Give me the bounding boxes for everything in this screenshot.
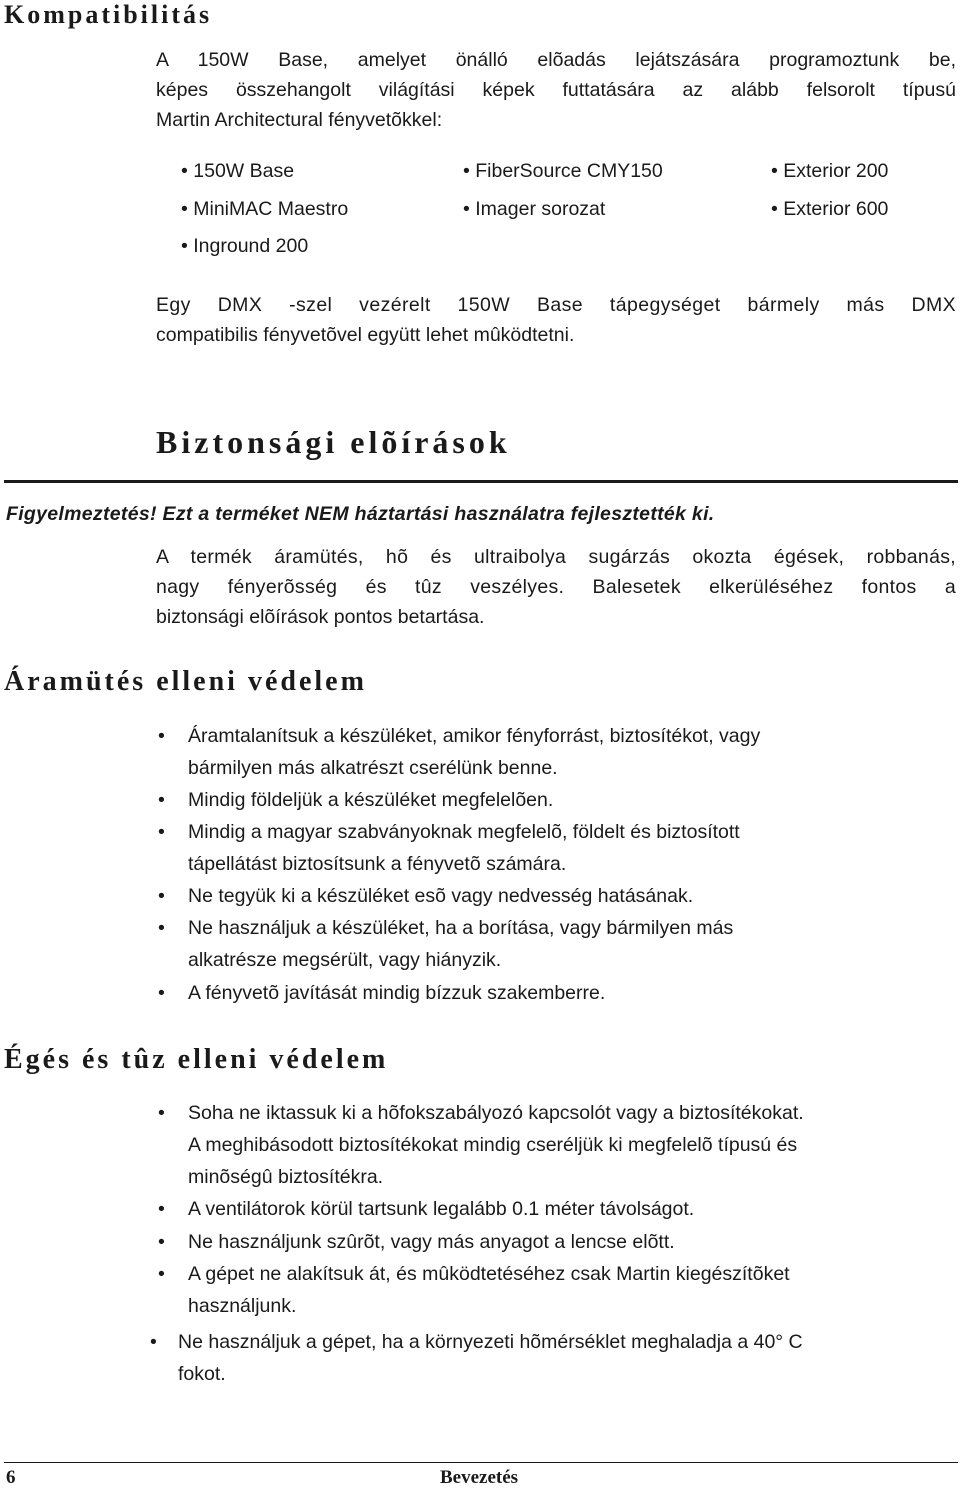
safety-paragraph xyxy=(156,542,956,632)
device-item: • Inground 200 xyxy=(181,235,309,257)
warning-text: Figyelmeztetés! Ezt a terméket NEM háztartási használatra fejlesztették ki. xyxy=(6,503,715,525)
compat-intro-line: A 150W Base, amelyet önálló elõadás lejátszására programoztunk be, xyxy=(156,49,956,71)
compat-intro xyxy=(156,45,956,135)
section-title-fire: Égés és tûz elleni védelem xyxy=(4,1044,389,1075)
footer-section-name: Bevezetés xyxy=(440,1467,519,1488)
dmx-paragraph xyxy=(156,290,956,350)
compat-intro-line: képes összehangolt világítási képek futtatására az alább felsorolt típusú xyxy=(156,79,956,101)
footer-rule xyxy=(4,1462,958,1463)
safety-line: nagy fényerõsség és tûz veszélyes. Balesetek elkerüléséhez fontos a xyxy=(156,576,956,598)
page-number: 6 xyxy=(6,1467,16,1488)
compat-intro-line: Martin Architectural fényvetõkkel: xyxy=(156,109,443,131)
device-item: • Exterior 600 xyxy=(771,198,889,220)
device-item: • Imager sorozat xyxy=(463,198,606,220)
section-title-shock: Áramütés elleni védelem xyxy=(4,666,367,697)
safety-rule xyxy=(4,480,958,483)
dmx-line: compatibilis fényvetõvel együtt lehet mûködtetni. xyxy=(156,324,575,346)
device-item: • 150W Base xyxy=(181,160,295,182)
dmx-line: Egy DMX -szel vezérelt 150W Base tápegységet bármely más DMX xyxy=(156,294,956,316)
safety-line: biztonsági elõírások pontos betartása. xyxy=(156,606,485,628)
device-item: • FiberSource CMY150 xyxy=(463,160,663,182)
safety-line: A termék áramütés, hõ és ultraibolya sugárzás okozta égések, robbanás, xyxy=(156,546,956,568)
section-title-safety: Biztonsági elõírások xyxy=(156,424,511,460)
device-item: • MiniMAC Maestro xyxy=(181,198,349,220)
section-title-compatibility: Kompatibilitás xyxy=(4,0,213,29)
device-item: • Exterior 200 xyxy=(771,160,889,182)
